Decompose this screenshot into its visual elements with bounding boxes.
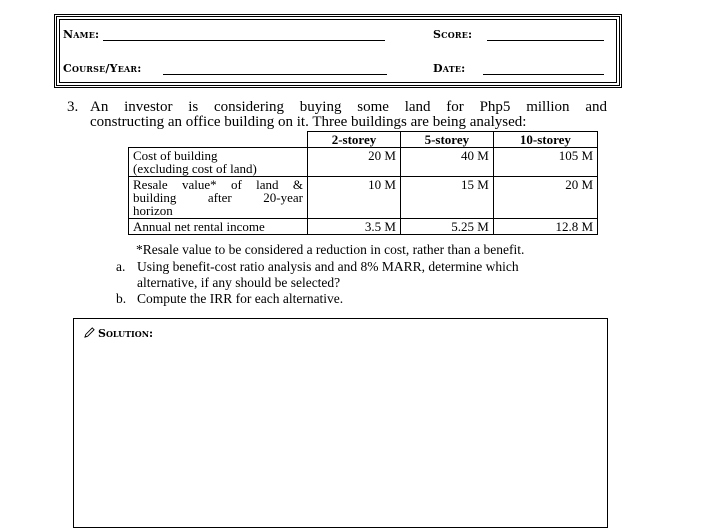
score-label: Score: <box>433 28 473 41</box>
table-cell: 20 M <box>493 177 597 219</box>
table-row <box>129 177 598 219</box>
student-info-box <box>54 14 622 88</box>
score-field[interactable] <box>487 40 604 41</box>
table-cell: 20 M <box>308 148 401 177</box>
solution-header <box>84 327 153 341</box>
row-label-resale <box>129 177 308 219</box>
row-label-line: building after 20-year <box>133 190 303 205</box>
row-label-cost <box>129 148 308 177</box>
solution-box[interactable] <box>73 318 608 528</box>
table-header-5-storey: 5-storey <box>400 132 493 148</box>
table-cell: 15 M <box>400 177 493 219</box>
table-row <box>129 219 598 235</box>
table-cell: 5.25 M <box>400 219 493 235</box>
table-header-10-storey: 10-storey <box>493 132 597 148</box>
footnote: *Resale value to be considered a reduction in cost, rather than a benefit. <box>136 242 525 257</box>
part-a-line-1: Using benefit-cost ratio analysis and and 8% MARR, determine which <box>137 259 519 274</box>
part-a-line-2: alternative, if any should be selected? <box>137 275 341 290</box>
table-row <box>129 148 598 177</box>
row-label-line: Resale value* of land & <box>133 177 303 192</box>
date-label: Date: <box>433 62 466 75</box>
question-number: 3. <box>67 99 79 115</box>
date-field[interactable] <box>483 74 604 75</box>
table-cell: 40 M <box>400 148 493 177</box>
table-cell: 105 M <box>493 148 597 177</box>
row-label-line: (excluding cost of land) <box>133 161 257 176</box>
part-b-marker: b. <box>116 291 127 306</box>
name-field[interactable] <box>103 40 385 41</box>
table-cell: 10 M <box>308 177 401 219</box>
question-line-2: constructing an office building on it. Three buildings are being analysed: <box>90 114 527 130</box>
course-year-label: Course/Year: <box>63 62 142 75</box>
row-label-line: horizon <box>133 203 173 218</box>
table-cell: 12.8 M <box>493 219 597 235</box>
part-b-text: Compute the IRR for each alternative. <box>137 291 344 306</box>
table-header-2-storey: 2-storey <box>308 132 401 148</box>
building-alternatives-table <box>128 131 598 235</box>
pencil-icon <box>84 327 95 341</box>
table-cell: 3.5 M <box>308 219 401 235</box>
part-a-marker: a. <box>116 259 126 274</box>
row-label-line: Annual net rental income <box>133 219 265 234</box>
row-label-line: Cost of building <box>133 148 218 163</box>
row-label-rental <box>129 219 308 235</box>
table-header-row <box>129 132 598 148</box>
solution-label: Solution: <box>98 327 154 340</box>
table-header-empty <box>129 132 308 148</box>
course-year-field[interactable] <box>163 74 387 75</box>
name-label: Name: <box>63 28 100 41</box>
question-line-1: An investor is considering buying some land for Php5 million and <box>90 99 607 115</box>
